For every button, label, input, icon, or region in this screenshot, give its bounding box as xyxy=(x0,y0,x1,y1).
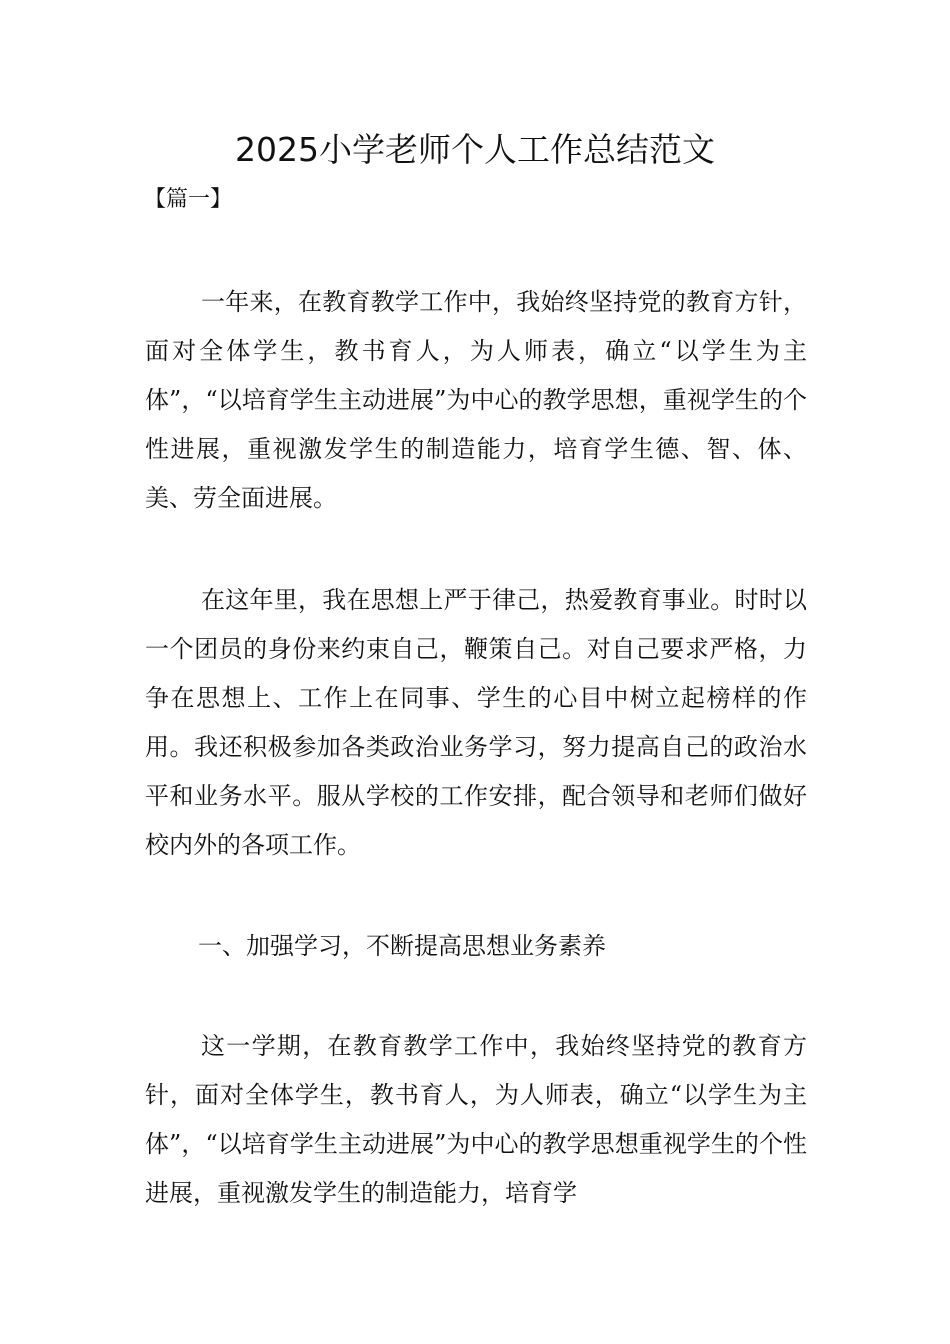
paragraph-1: 一年来，在教育教学工作中，我始终坚持党的教育方针，面对全体学生，教书育人，为人师表，确立“以学生为主体”，“以培育学生主动进展”为中心的教学思想，重视学生的个性进展，重视激发学生的制造能力，培育学生德、智、体、美、劳全面进展。 xyxy=(145,288,807,512)
document-title: 2025小学老师个人工作总结范文 xyxy=(235,130,715,169)
section-tag: 【篇一】 xyxy=(144,187,233,212)
section-heading-1: 一、加强学习，不断提高思想业务素养 xyxy=(198,932,606,960)
paragraph-2: 在这年里，我在思想上严于律己，热爱教育事业。时时以一个团员的身份来约束自己，鞭策自己。对自己要求严格，力争在思想上、工作上在同事、学生的心目中树立起榜样的作用。我还积极参加各类政治业务学习，努力提高自己的政治水平和业务水平。服从学校的工作安排，配合领导和老师们做好校内外的各项工作。 xyxy=(145,586,807,859)
paragraph-3: 这一学期，在教育教学工作中，我始终坚持党的教育方针，面对全体学生，教书育人，为人师表，确立“以学生为主体”，“以培育学生主动进展”为中心的教学思想重视学生的个性进展，重视激发学生的制造能力，培育学 xyxy=(145,1032,807,1207)
